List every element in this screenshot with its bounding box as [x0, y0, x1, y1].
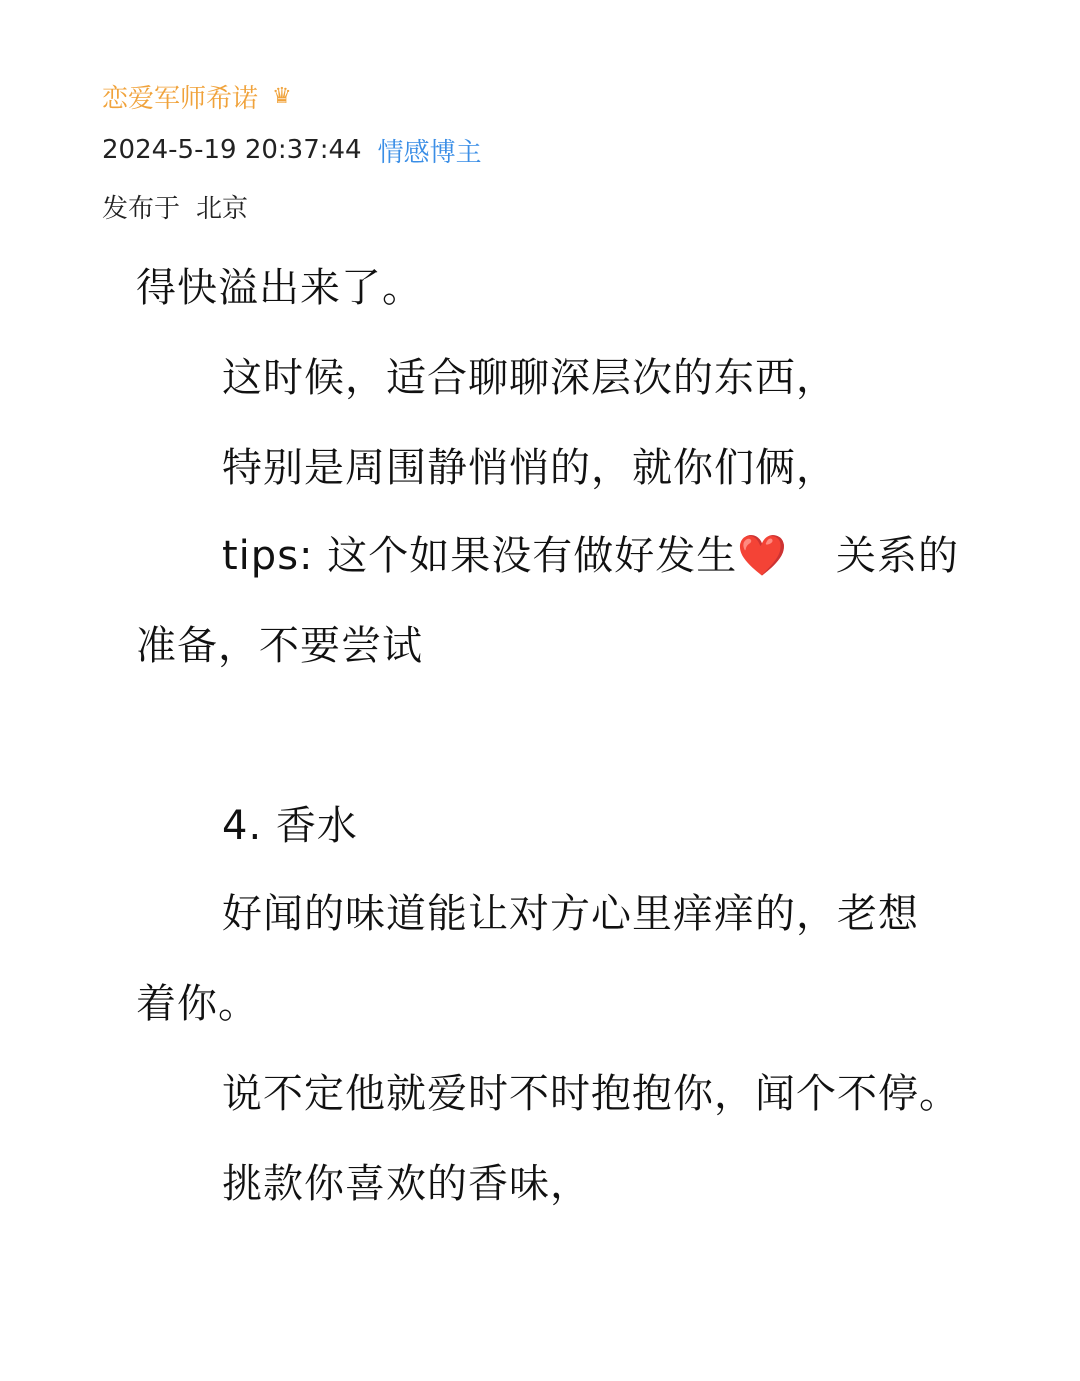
- body-line: 着你。: [136, 981, 259, 1027]
- body-line: 好闻的味道能让对方心里痒痒的，老想: [222, 891, 919, 937]
- body-line: 挑款你喜欢的香味，: [222, 1161, 591, 1207]
- body-line: 说不定他就爱时不时抱抱你，闻个不停。: [222, 1071, 960, 1117]
- location-row: [102, 186, 482, 226]
- section-heading: 4. 香水: [222, 803, 358, 849]
- tips-text: tips: 这个如果没有做好发生: [222, 533, 738, 579]
- location-prefix: 发布于: [102, 193, 181, 224]
- body-line: 关系的: [836, 533, 959, 579]
- body-line: 得快溢出来了。: [136, 265, 423, 311]
- crown-icon: ♛: [272, 83, 292, 109]
- author-row: [102, 76, 482, 116]
- author-tag[interactable]: 情感博主: [377, 137, 482, 168]
- location-city: 北京: [196, 193, 249, 224]
- author-name[interactable]: 恋爱军师希诺: [102, 83, 259, 114]
- body-line-tips: [222, 526, 788, 586]
- heart-emoji: ❤️: [737, 533, 789, 579]
- body-line: 特别是周围静悄悄的，就你们俩，: [222, 445, 837, 491]
- body-line: 准备，不要尝试: [136, 623, 423, 669]
- body-line: 这时候，适合聊聊深层次的东西，: [222, 355, 837, 401]
- post-header: [102, 76, 482, 226]
- post-timestamp: 2024-5-19 20:37:44: [102, 135, 362, 165]
- meta-row: [102, 130, 482, 170]
